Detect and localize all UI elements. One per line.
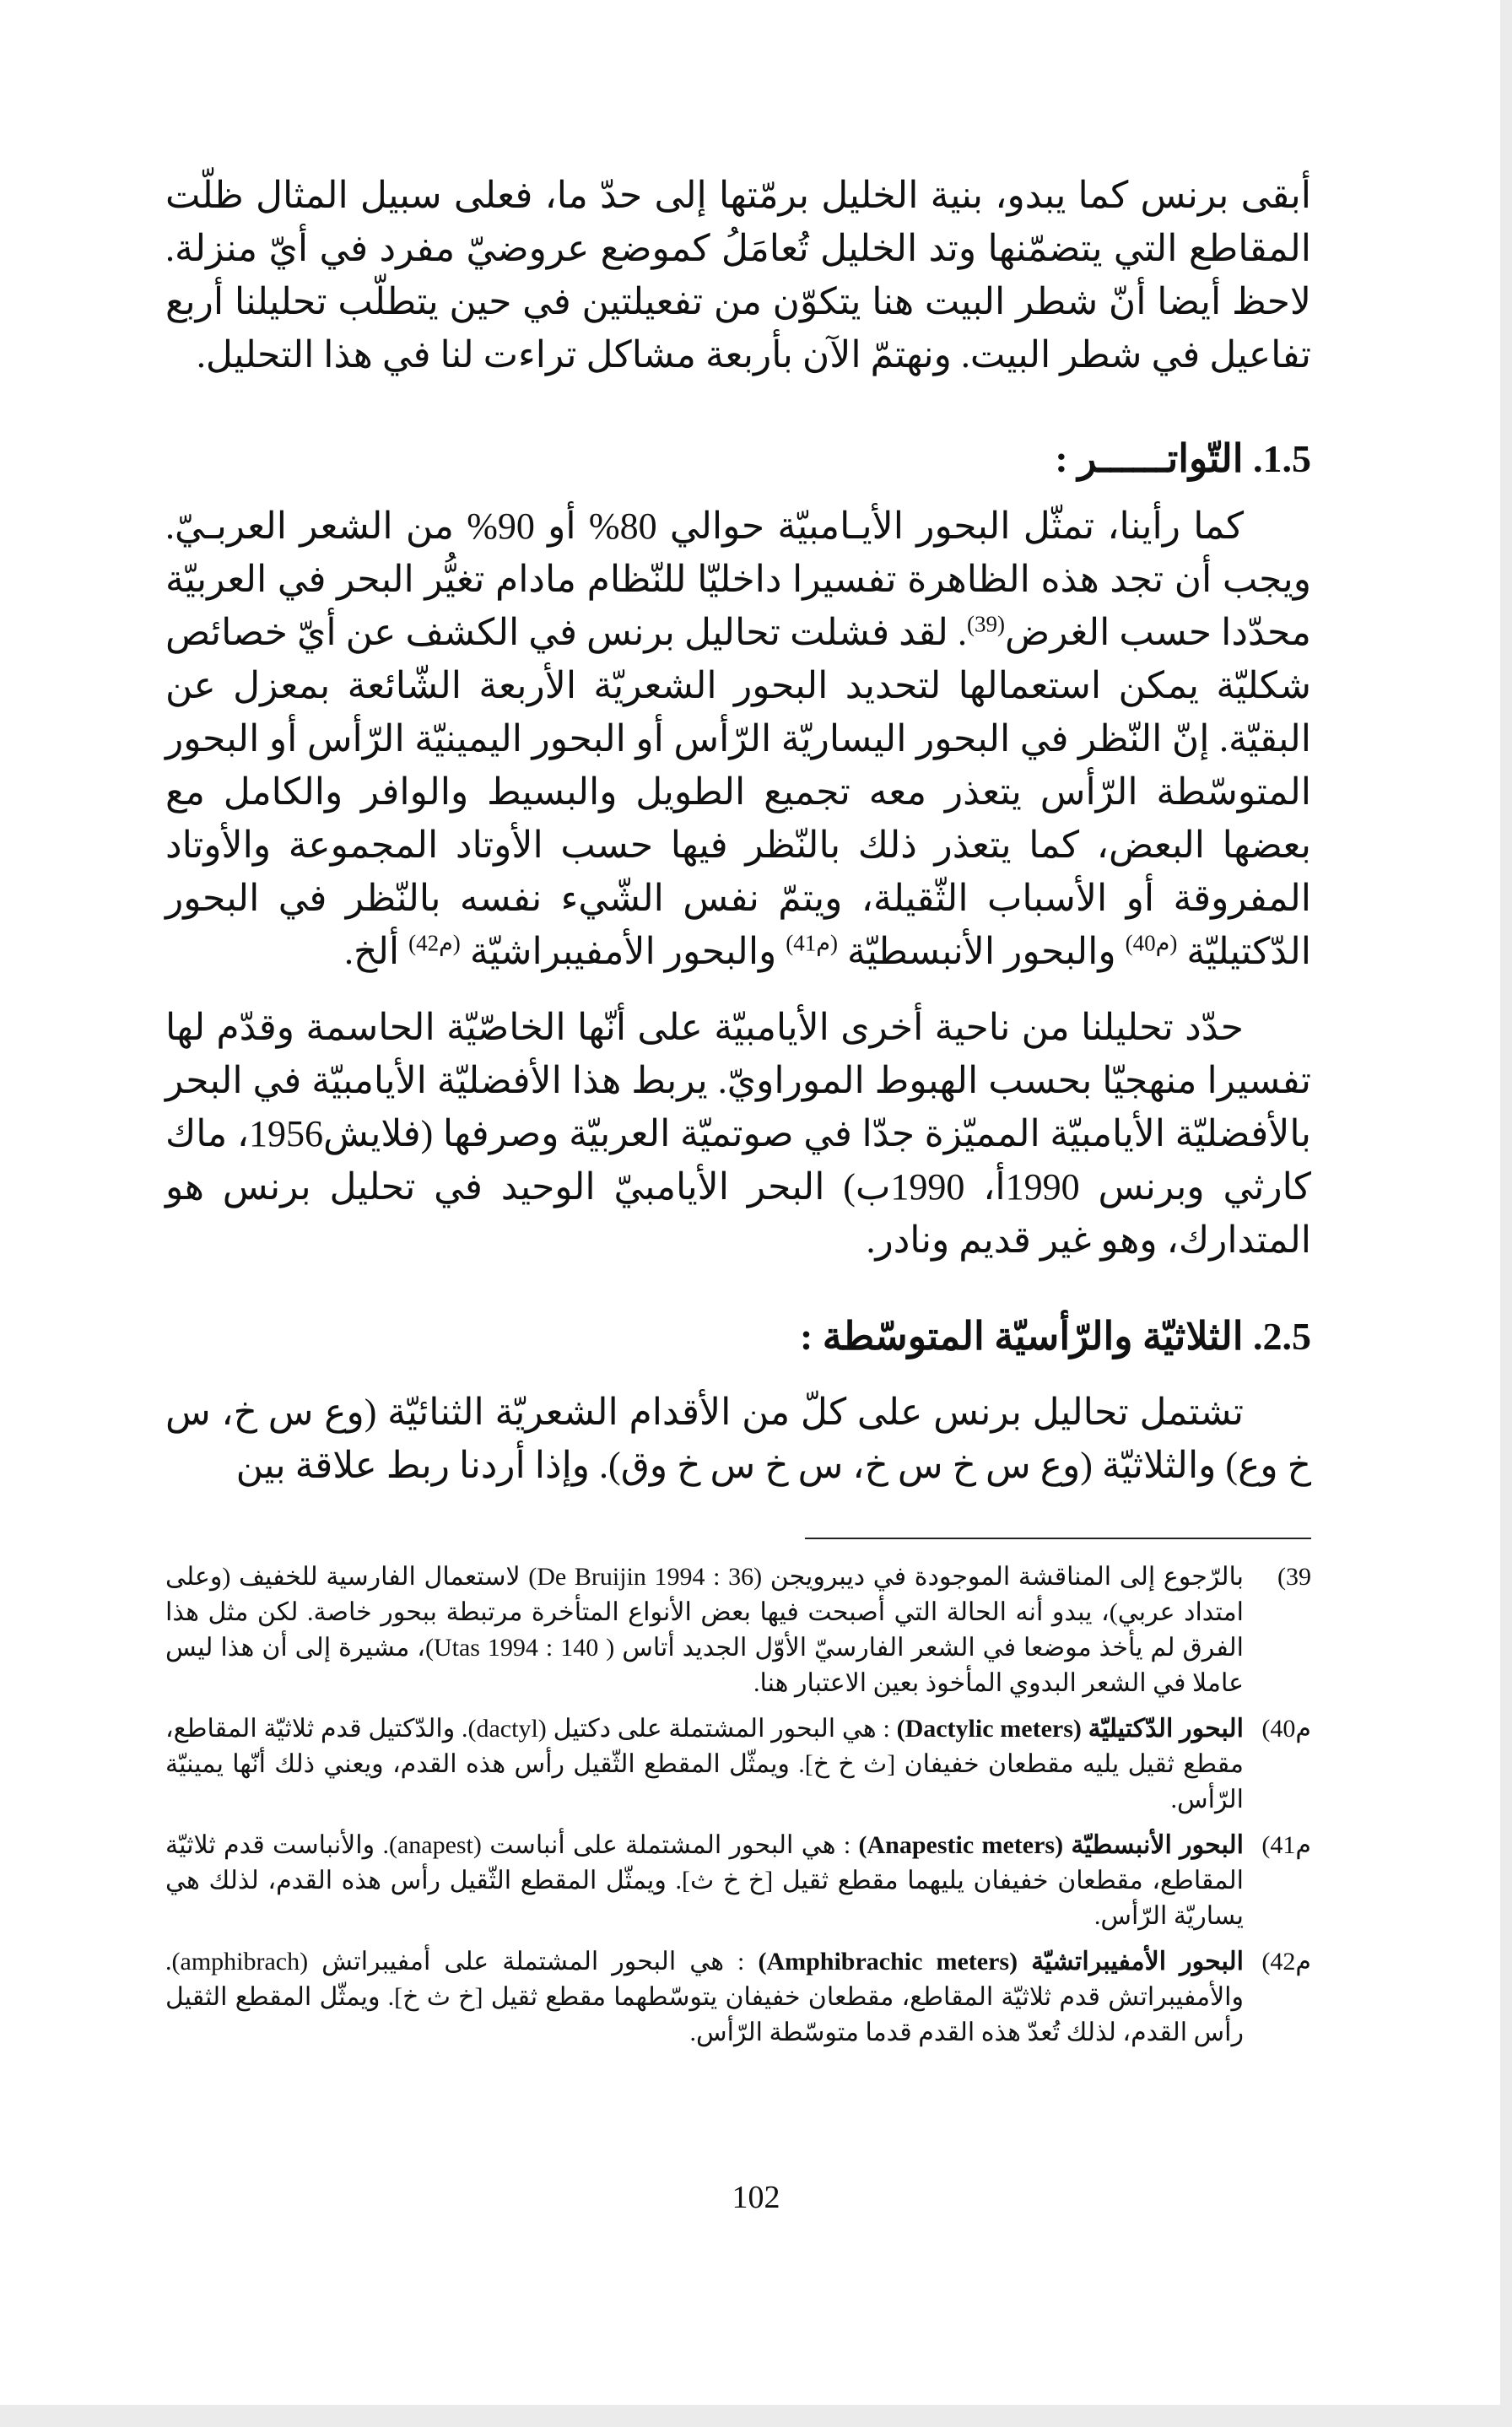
paragraph-frequency-text-d: والبحور الأمفيبراشيّة — [469, 931, 786, 972]
footnote-mark: م41) — [1261, 1831, 1311, 1859]
footnote-ref-40[interactable]: (م40) — [1125, 930, 1178, 956]
viewer-frame-bottom — [0, 2405, 1512, 2427]
paragraph-frequency-text-b: . لقد فشلت تحاليل برنس في الكشف عن أيّ خصائص شكليّة يمكن استعمالها لتحديد البحور الشعريّة الأربعة الشّائعة بمعزل عن البقيّة. إنّ النّظر في البحور اليساريّة الرّأس أو البحور اليمينيّة الرّأس أو البحور المتوسّطة الرّأس يتعذر معه تجميع الطويل والبسيط والوافر والكامل مع بعضها البعض، كما يتعذر ذلك بالنّظر فيها حسب الأوتاد المجموعة والأوتاد المفروقة أو الأسباب الثّقيلة، ويتمّ نفس الشّيء نفسه بالنّظر في البحور الدّكتيليّة — [165, 612, 1311, 972]
paragraph-iambic-analysis — [165, 1001, 1311, 1267]
footnote-41 — [165, 1828, 1311, 1934]
footnote-ref-42[interactable]: (م42) — [408, 930, 461, 956]
footnote-text: بالرّجوع إلى المناقشة الموجودة في ديبرويجن (De Bruijin 1994 : 36) لاستعمال الفارسية للخفيف (وعلى امتداد عربي)، يبدو أنه الحالة التي أصبحت فيها بعض الأنواع المتأخرة مرتبطة ببحور خاصة. لكن مثل هذا الفرق لم يأخذ موضعا في الشعر الفارسيّ الأوّل الجديد أتاس ( Utas 1994 : 140)، مشيرة إلى أن هذا ليس عاملا في الشعر البدوي المأخوذ بعين الاعتبار هنا. — [165, 1563, 1244, 1697]
viewer-frame-right — [1500, 0, 1512, 2427]
footnote-term: البحور الأنبسطيّة (Anapestic meters) — [858, 1831, 1244, 1859]
footnote-42 — [165, 1944, 1311, 2051]
footnote-term: البحور الأمفيبراتشيّة (Amphibrachic meters) — [758, 1948, 1244, 1976]
footnote-mark: م40) — [1261, 1715, 1311, 1743]
footnote-separator — [805, 1538, 1311, 1539]
footnote-40 — [165, 1711, 1311, 1818]
footnote-term: البحور الدّكتيليّة (Dactylic meters) — [896, 1715, 1245, 1743]
section-heading-ternary: 2.5. الثلاثيّة والرّأسيّة المتوسّطة : — [799, 1315, 1311, 1358]
paragraph-ternary — [165, 1386, 1311, 1492]
footnote-mark: 39) — [1277, 1563, 1311, 1591]
paragraph-frequency-text-a: كما رأينا، تمثّل البحور الأيـامبيّة حوالي 80% أو 90% من الشعر العربـيّ. ويجب أن تجد هذه الظاهرة تفسيرا داخليّا للنّظام مادام تغيُّر البحر في العربيّة محدّدا حسب الغرض — [165, 505, 1311, 653]
paragraph-frequency — [165, 500, 1311, 978]
paragraph-frequency-text-c: والبحور الأنبسطيّة — [847, 931, 1126, 972]
paragraph-iambic-text: حدّد تحليلنا من ناحية أخرى الأيامبيّة على أنّها الخاصّيّة الحاسمة وقدّم لها تفسيرا منهجيّا بحسب الهبوط الموراويّ. يربط هذا الأفضليّة الأيامبيّة في البحر بالأفضليّة الأيامبيّة المميّزة جدّا في صوتميّة العربيّة وصرفها (فلايش1956، ماك كارثي وبرنس 1990أ، 1990ب) البحر الأيامبيّ الوحيد في تحليل برنس هو المتدارك، وهو غير قديم ونادر. — [165, 1007, 1311, 1261]
footnote-text: : هي البحور المشتملة على أمفيبراتش (amphibrach). والأمفيبراتش قدم ثلاثيّة المقاطع، مقطعان خفيفان يتوسّطهما مقطع ثقيل [خ ث خ]. ويمثّل المقطع الثقيل رأس القدم، لذلك تُعدّ هذه القدم قدما متوسّطة الرّأس. — [165, 1948, 1244, 2046]
paragraph-ternary-text: تشتمل تحاليل برنس على كلّ من الأقدام الشعريّة الثنائيّة (وع س خ، س خ وع) والثلاثيّة (وع س خ س خ، س خ س خ وق). وإذا أردنا ربط علاقة بين — [165, 1392, 1311, 1486]
page-number: 102 — [732, 2180, 780, 2215]
footnotes — [165, 1559, 1311, 2061]
section-heading-frequency: 1.5. التّواتــــــر : — [1055, 437, 1311, 480]
footnote-ref-41[interactable]: (م41) — [786, 930, 839, 956]
footnote-ref-39[interactable]: (39) — [967, 611, 1006, 637]
footnote-text: : هي البحور المشتملة على دكتيل (dactyl). والدّكتيل قدم ثلاثيّة المقاطع، مقطع ثقيل يليه مقطعان خفيفان [ث خ خ]. ويمثّل المقطع الثّقيل رأس هذه القدم، ويعني ذلك أنّها يمينيّة الرّأس. — [165, 1715, 1244, 1813]
paragraph-intro: أبقى برنس كما يبدو، بنية الخليل برمّتها إلى حدّ ما، فعلى سبيل المثال ظلّت المقاطع التي يتضمّنها وتد الخليل تُعامَلُ كموضع عروضيّ مفرد في أيّ منزلة. لاحظ أيضا أنّ شطر البيت هنا يتكوّن من تفعيلتين في حين يتطلّب تحليلنا أربع تفاعيل في شطر البيت. ونهتمّ الآن بأربعة مشاكل تراءت لنا في هذا التحليل. — [165, 175, 1312, 376]
footnote-mark: م42) — [1261, 1948, 1311, 1976]
footnote-text: : هي البحور المشتملة على أنباست (anapest). والأنباست قدم ثلاثيّة المقاطع، مقطعان خفيفان يليهما مقطع ثقيل [خ خ ث]. ويمثّل المقطع الثّقيل رأس هذه القدم، لذلك هي يساريّة الرّأس. — [165, 1831, 1244, 1930]
footnote-39 — [165, 1559, 1311, 1701]
paragraph-frequency-text-e: ألخ. — [344, 931, 409, 972]
